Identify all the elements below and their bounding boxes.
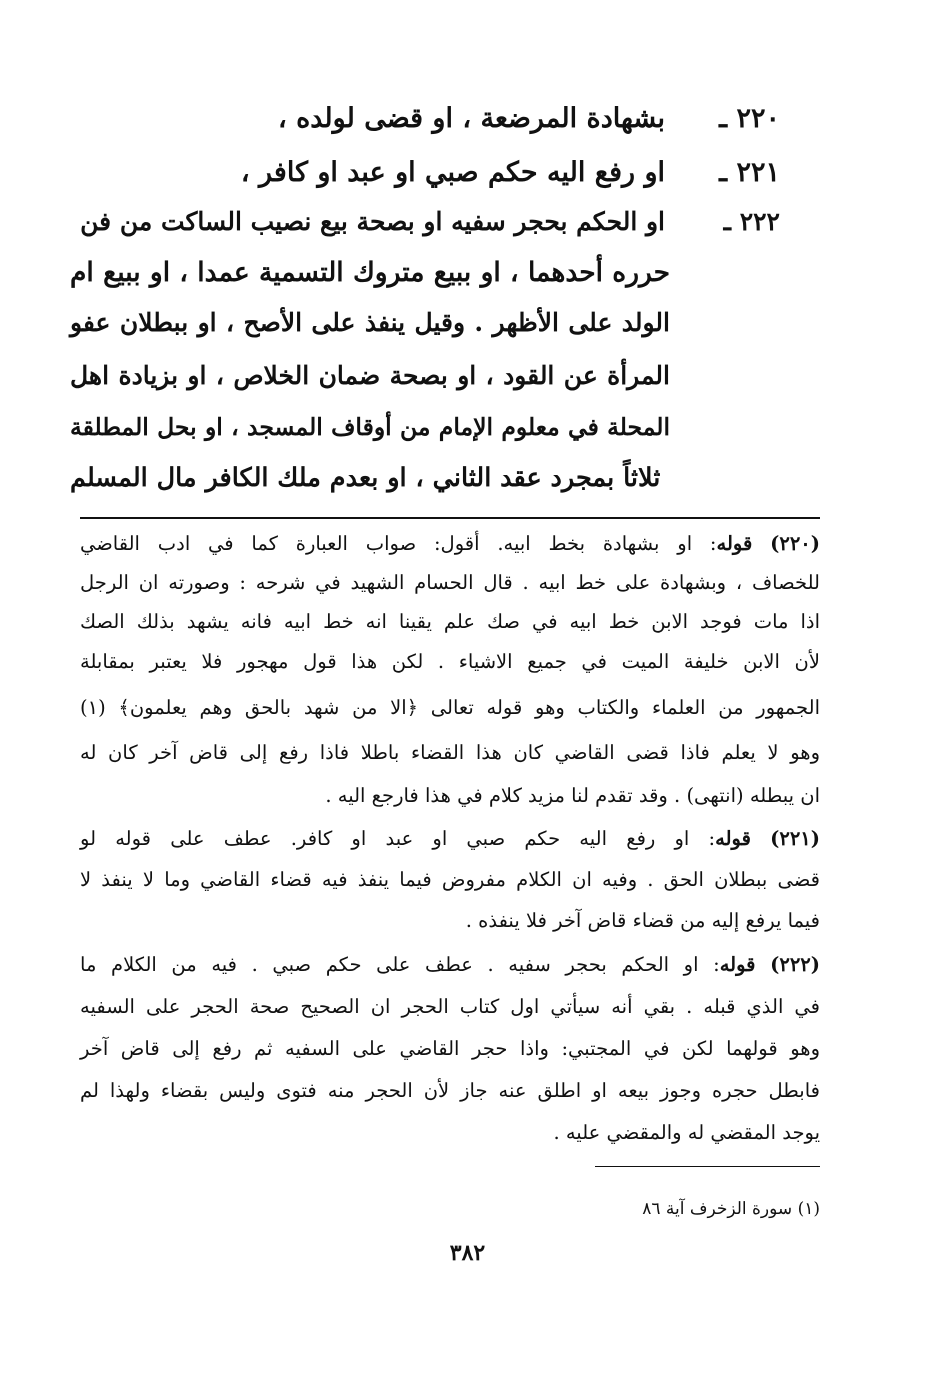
commentary-220-line: لأن الابن خليفة الميت في جميع الاشياء . لكن هذا قول مهجور فلا يعتبر بمقابلة: [80, 650, 820, 673]
commentary-ref: (٢٢٢): [770, 953, 820, 976]
commentary-220-line: وهو لا يعلم فاذا قضى القاضي كان هذا القضاء باطلا فاذا رفع إلى قاض آخر كان له: [80, 741, 820, 764]
page-number: ٣٨٢: [449, 1240, 486, 1266]
main-entry-220: [70, 99, 780, 139]
entry-number: ٢٢٠ ـ: [719, 103, 780, 134]
commentary-221-line: قضى ببطلان الحق . وفيه ان الكلام مفروض فيما ينفذ فيه قضاء القاضي وما لا ينفذ لا: [80, 868, 820, 891]
commentary-220-line: للخصاف ، وبشهادة على خط ابيه . قال الحسام الشهيد في شرحه : وصورته ان الرجل: [80, 571, 820, 594]
commentary-label: قوله: [719, 953, 756, 976]
entry-number: ٢٢١ ـ: [719, 157, 780, 188]
entry-text: او الحكم بحجر سفيه او بصحة بيع نصيب الساكت من فن: [80, 207, 665, 236]
main-continuation-line: الولد على الأظهر . وقيل ينفذ على الأصح ، او ببطلان عفو: [70, 308, 670, 337]
main-entry-221: [70, 153, 780, 193]
commentary-text: : او بشهادة بخط ابيه. أقول: صواب العبارة كما في ادب القاضي: [80, 532, 717, 555]
entry-number: ٢٢٢ ـ: [723, 207, 780, 236]
commentary-222-line: وهو قولهما لكن في المجتبي: واذا حجر القاضي على السفيه ثم رفع إلى قاض آخر: [80, 1037, 820, 1060]
commentary-220-line: الجمهور من العلماء والكتاب وهو قوله تعالى ﴿الا من شهد بالحق وهم يعلمون﴾ (١): [80, 696, 820, 719]
commentary-221-line: فيما يرفع إليه من قضاء قاض آخر فلا ينفذه .: [465, 909, 820, 932]
main-continuation-line: ثلاثاً بمجرد عقد الثاني ، او بعدم ملك الكافر مال المسلم: [70, 463, 661, 493]
commentary-222-line: في الذي قبله . بقي أنه سيأتي اول كتاب الحجر ان الصحيح صحة الحجر على السفيه: [80, 995, 820, 1018]
commentary-220-line: [80, 526, 820, 562]
commentary-ref: (٢٢١): [770, 827, 820, 850]
main-divider-rule: [80, 517, 820, 519]
footnote: (١) سورة الزخرف آية ٨٦: [642, 1199, 820, 1219]
commentary-text: : او الحكم بحجر سفيه . عطف على حكم صبي . فيه من الكلام ما: [80, 953, 720, 976]
main-continuation-line: المرأة عن القود ، او بصحة ضمان الخلاص ، او بزيادة اهل: [70, 361, 670, 390]
commentary-label: قوله: [715, 827, 751, 850]
commentary-label: قوله: [716, 532, 753, 555]
footnote-divider-rule: [595, 1166, 820, 1167]
main-entry-222: [70, 202, 780, 242]
commentary-222-line: [80, 947, 820, 983]
commentary-222-line: يوجد المقضي له والمقضي عليه .: [553, 1121, 820, 1144]
commentary-ref: (٢٢٠): [770, 532, 820, 555]
entry-text: بشهادة المرضعة ، او قضى لولده ،: [277, 103, 665, 134]
commentary-220-line: اذا مات فوجد الابن خط ابيه في صك علم يقينا انه خط ابيه فانه يشهد بذلك الصك: [80, 610, 820, 633]
main-continuation-line: حرره أحدهما ، او ببيع متروك التسمية عمدا ، او ببيع ام: [70, 257, 670, 288]
commentary-220-line: ان يبطله (انتهى) . وقد تقدم لنا مزيد كلام في هذا فارجع اليه .: [325, 784, 820, 807]
commentary-text: : او رفع اليه حكم صبي او عبد او كافر. عطف على قوله لو: [80, 827, 716, 850]
commentary-221-line: [80, 821, 820, 857]
commentary-222-line: فابطل حجره وجوز بيعه او اطلق عنه جاز لأن الحجر منه فتوى وليس بقضاء ولهذا لم: [80, 1079, 820, 1102]
entry-text: او رفع اليه حكم صبي او عبد او كافر ،: [240, 157, 665, 188]
main-continuation-line: المحلة في معلوم الإمام من أوقاف المسجد ، او بحل المطلقة: [70, 413, 670, 441]
